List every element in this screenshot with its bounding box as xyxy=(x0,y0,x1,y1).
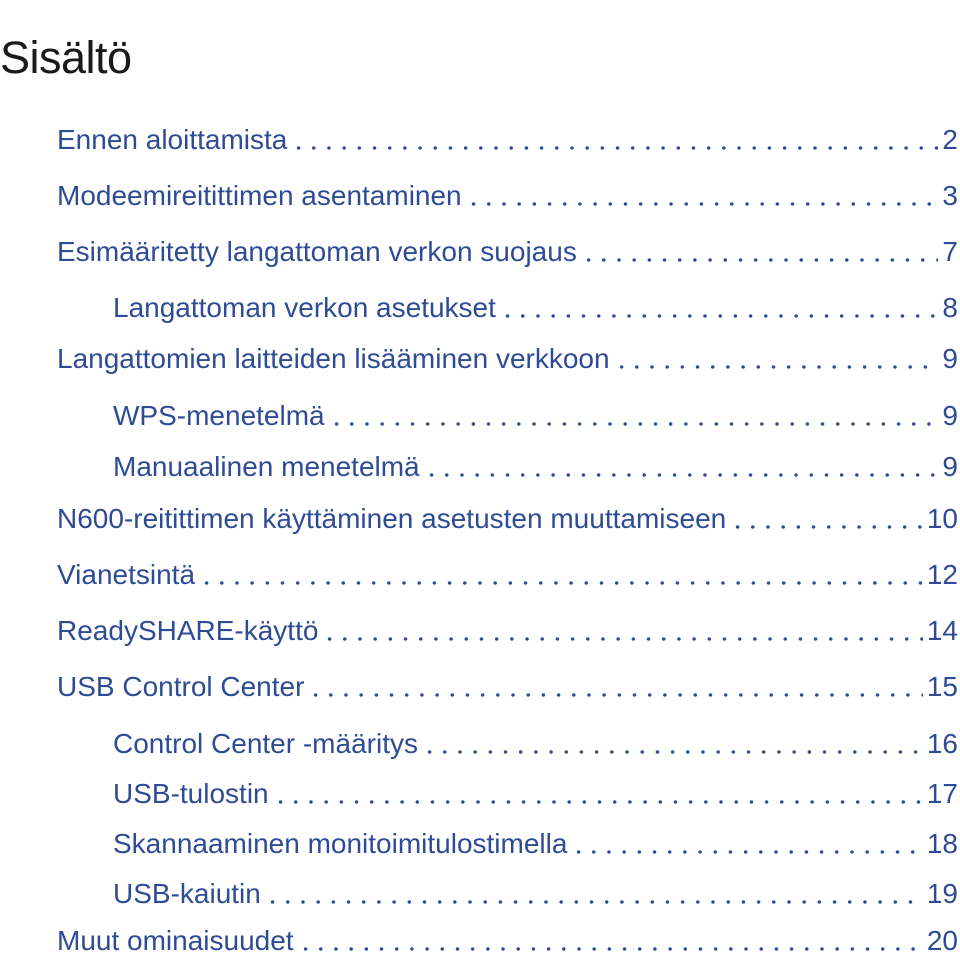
toc-entry-page-number: 7 xyxy=(942,236,958,267)
toc-entry-page-number: 3 xyxy=(942,180,958,211)
dot-leader xyxy=(329,397,939,435)
dot-leader xyxy=(265,875,923,913)
toc-entry-label: Skannaaminen monitoimitulostimella xyxy=(113,828,568,859)
toc-entry-page-number: 16 xyxy=(926,728,958,759)
toc-entry-page-number: 17 xyxy=(926,778,958,809)
toc-entry-langattoman-verkon-asetukset[interactable] xyxy=(113,289,960,327)
toc-entry-label: ReadySHARE-käyttö xyxy=(57,615,319,646)
page-title: Sisältö xyxy=(0,32,132,84)
toc-entry-label: Langattomien laitteiden lisääminen verkkoon xyxy=(57,343,610,374)
toc-entry-label: Manuaalinen menetelmä xyxy=(113,451,420,482)
toc-entry-label: N600-reitittimen käyttäminen asetusten muuttamiseen xyxy=(57,503,727,534)
dot-leader xyxy=(571,825,922,863)
toc-entry-wps-menetelma[interactable] xyxy=(113,397,960,435)
dot-leader xyxy=(273,775,923,813)
dot-leader xyxy=(614,340,939,378)
toc-entry-label: USB-kaiutin xyxy=(113,878,261,909)
dot-leader xyxy=(308,668,922,706)
dot-leader xyxy=(466,177,939,215)
dot-leader xyxy=(730,500,923,538)
toc-entry-esimaaritetty-suojaus[interactable] xyxy=(57,233,960,271)
toc-entry-vianetsinta[interactable] xyxy=(57,556,960,594)
toc-entry-page-number: 2 xyxy=(942,124,958,155)
toc-entry-page-number: 19 xyxy=(926,878,958,909)
toc-entry-label: USB-tulostin xyxy=(113,778,269,809)
toc-entry-label: USB Control Center xyxy=(57,671,305,702)
toc-entry-control-center-maaritys[interactable] xyxy=(113,725,960,763)
toc-entry-page-number: 9 xyxy=(942,343,958,374)
toc-entry-label: Modeemireitittimen asentaminen xyxy=(57,180,462,211)
toc-entry-readyshare-kaytto[interactable] xyxy=(57,612,960,650)
dot-leader xyxy=(581,233,939,271)
toc-entry-label: Control Center -määritys xyxy=(113,728,418,759)
toc-entry-label: Langattoman verkon asetukset xyxy=(113,292,496,323)
toc-entry-n600-reitittimen-kayttaminen[interactable] xyxy=(57,500,960,538)
toc-entry-label: Esimääritetty langattoman verkon suojaus xyxy=(57,236,577,267)
dot-leader xyxy=(322,612,922,650)
dot-leader xyxy=(422,725,923,763)
toc-entry-manuaalinen-menetelma[interactable] xyxy=(113,448,960,486)
toc-entry-page-number: 18 xyxy=(926,828,958,859)
toc-entry-label: Muut ominaisuudet xyxy=(57,925,294,956)
toc-entry-page-number: 9 xyxy=(942,400,958,431)
toc-entry-muut-ominaisuudet[interactable] xyxy=(57,922,960,960)
toc-entry-skannaaminen[interactable] xyxy=(113,825,960,863)
dot-leader xyxy=(291,121,938,159)
toc-entry-page-number: 15 xyxy=(926,671,958,702)
toc-entry-usb-control-center[interactable] xyxy=(57,668,960,706)
dot-leader xyxy=(298,922,923,960)
toc-entry-page-number: 8 xyxy=(942,292,958,323)
toc-entry-label: Vianetsintä xyxy=(57,559,196,590)
dot-leader xyxy=(199,556,923,594)
toc-entry-usb-kaiutin[interactable] xyxy=(113,875,960,913)
toc-entry-laitteiden-lisaaminen[interactable] xyxy=(57,340,960,378)
toc-entry-ennen-aloittamista[interactable] xyxy=(57,121,960,159)
dot-leader xyxy=(500,289,939,327)
toc-entry-modeemireitittimen-asentaminen[interactable] xyxy=(57,177,960,215)
toc-entry-page-number: 10 xyxy=(926,503,958,534)
toc-entry-page-number: 14 xyxy=(926,615,958,646)
toc-entry-label: Ennen aloittamista xyxy=(57,124,288,155)
dot-leader xyxy=(424,448,939,486)
toc-entry-label: WPS-menetelmä xyxy=(113,400,325,431)
toc-entry-usb-tulostin[interactable] xyxy=(113,775,960,813)
toc-entry-page-number: 20 xyxy=(926,925,958,956)
toc-entry-page-number: 12 xyxy=(926,559,958,590)
toc-entry-page-number: 9 xyxy=(942,451,958,482)
